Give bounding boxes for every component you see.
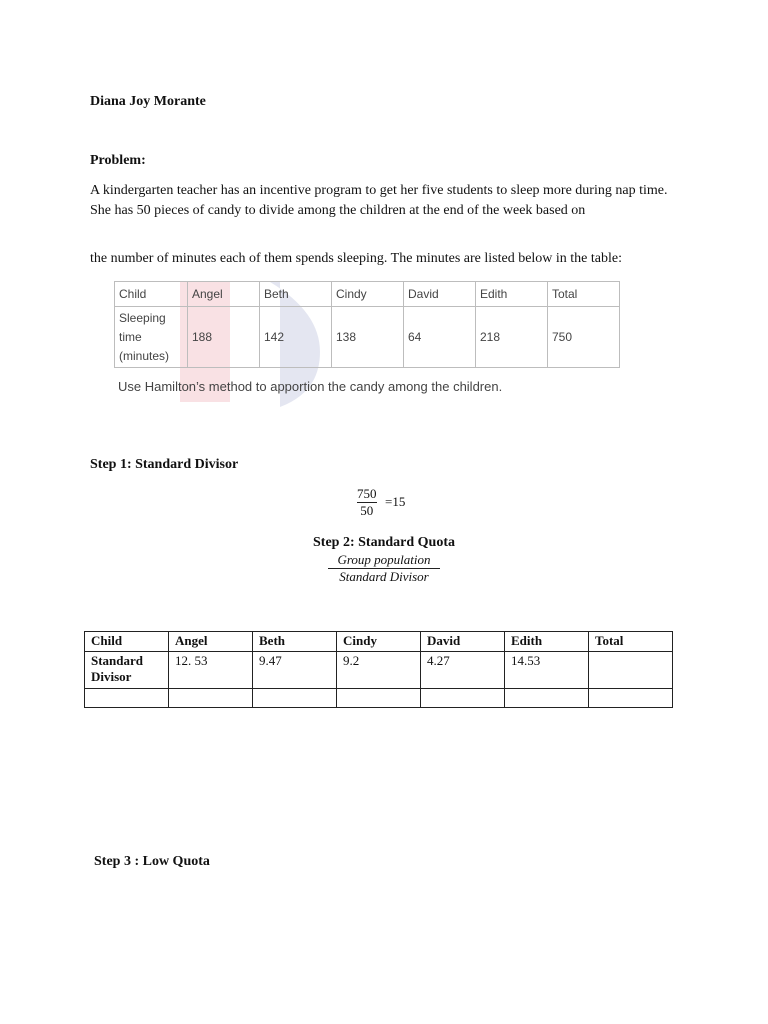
- quota-header-cindy: Cindy: [337, 632, 421, 652]
- quota-header-edith: Edith: [505, 632, 589, 652]
- step2-heading: Step 2: Standard Quota: [313, 535, 455, 550]
- sleep-header-total: Total: [548, 282, 620, 307]
- sleep-value-angel: 188: [188, 307, 260, 368]
- quota-value-total: [589, 652, 673, 689]
- sleep-value-total: 750: [548, 307, 620, 368]
- sleep-row-label-line: time: [119, 329, 142, 344]
- step3-heading: Step 3 : Low Quota: [94, 854, 210, 869]
- quota-value-david: 4.27: [421, 652, 505, 689]
- sleep-header-david: David: [404, 282, 476, 307]
- sleep-row-label-line: (minutes): [119, 348, 170, 363]
- step1-heading: Step 1: Standard Divisor: [90, 457, 239, 472]
- empty-cell: [421, 689, 505, 708]
- empty-cell: [589, 689, 673, 708]
- quota-header-child: Child: [85, 632, 169, 652]
- problem-paragraph-2: the number of minutes each of them spends sleeping. The minutes are listed below in the table:: [90, 251, 622, 266]
- empty-cell: [85, 689, 169, 708]
- fraction-numerator: 750: [357, 486, 377, 501]
- formula-denominator: Standard Divisor: [339, 569, 429, 584]
- author-name: Diana Joy Morante: [90, 94, 206, 109]
- standard-quota-table: [84, 631, 673, 708]
- formula-numerator: Group population: [337, 552, 431, 567]
- sleep-header-child: Child: [115, 282, 188, 307]
- problem-heading: Problem:: [90, 153, 146, 168]
- standard-quota-formula: [328, 552, 440, 585]
- quota-value-angel: 12. 53: [169, 652, 253, 689]
- sleep-header-angel: Angel: [188, 282, 260, 307]
- empty-cell: [253, 689, 337, 708]
- empty-cell: [169, 689, 253, 708]
- sleep-row-label: [115, 307, 188, 368]
- empty-cell: [337, 689, 421, 708]
- quota-header-angel: Angel: [169, 632, 253, 652]
- standard-divisor-result: =15: [385, 494, 406, 509]
- quota-header-beth: Beth: [253, 632, 337, 652]
- quota-value-beth: 9.47: [253, 652, 337, 689]
- quota-value-edith: 14.53: [505, 652, 589, 689]
- sleep-value-david: 64: [404, 307, 476, 368]
- sleep-row-label-line: Sleeping: [119, 310, 166, 325]
- empty-cell: [505, 689, 589, 708]
- quota-header-david: David: [421, 632, 505, 652]
- standard-divisor-fraction: [357, 486, 377, 519]
- quota-row-label: Standard Divisor: [85, 652, 169, 689]
- problem-paragraph-1: A kindergarten teacher has an incentive program to get her five students to sleep more during nap time. She has 50 pieces of candy to divide among the children at the end of the week based on: [90, 183, 668, 218]
- sleep-value-beth: 142: [260, 307, 332, 368]
- sleep-minutes-table: [114, 281, 620, 368]
- sleep-header-edith: Edith: [476, 282, 548, 307]
- sleep-header-beth: Beth: [260, 282, 332, 307]
- sleep-value-cindy: 138: [332, 307, 404, 368]
- quota-header-total: Total: [589, 632, 673, 652]
- quota-value-cindy: 9.2: [337, 652, 421, 689]
- fraction-denominator: 50: [360, 503, 374, 518]
- sleep-table-caption: Use Hamilton’s method to apportion the candy among the children.: [118, 379, 503, 394]
- sleep-header-cindy: Cindy: [332, 282, 404, 307]
- sleep-value-edith: 218: [476, 307, 548, 368]
